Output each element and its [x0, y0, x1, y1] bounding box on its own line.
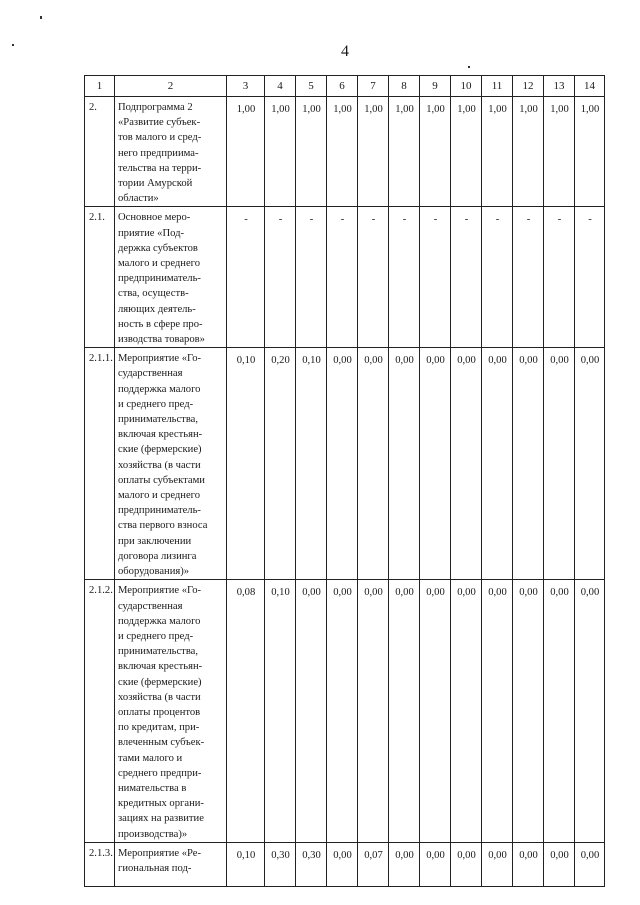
- row-value: 0,00: [482, 842, 513, 886]
- row-value: 0,00: [575, 348, 605, 580]
- row-value: 0,00: [451, 580, 482, 842]
- row-value: 0,00: [544, 580, 575, 842]
- row-value: -: [358, 207, 389, 348]
- row-value: 1,00: [420, 97, 451, 207]
- row-value: 0,00: [513, 842, 544, 886]
- row-value: 0,00: [451, 842, 482, 886]
- row-number: 2.1.3.: [85, 842, 115, 886]
- table-row: [85, 580, 605, 842]
- row-value: -: [265, 207, 296, 348]
- row-value: 0,00: [451, 348, 482, 580]
- table-row: [85, 348, 605, 580]
- row-value: 0,20: [265, 348, 296, 580]
- row-value: -: [227, 207, 265, 348]
- row-value: 1,00: [575, 97, 605, 207]
- row-value: 0,00: [575, 580, 605, 842]
- scan-speck: [40, 16, 42, 19]
- row-value: -: [296, 207, 327, 348]
- row-value: 1,00: [482, 97, 513, 207]
- row-number: 2.1.1.: [85, 348, 115, 580]
- row-name: Мероприятие «Ре- гиональная под-: [115, 842, 227, 886]
- column-header: 9: [420, 76, 451, 97]
- row-value: 0,00: [544, 842, 575, 886]
- row-value: 0,00: [327, 580, 358, 842]
- row-number: 2.1.: [85, 207, 115, 348]
- row-value: 0,00: [327, 348, 358, 580]
- column-header: 5: [296, 76, 327, 97]
- row-name: Мероприятие «Го- сударственная поддержка малого и среднего пред- принимательства, включая крестьян- ские (фермерские) хозяйства (в части оплаты субъектами малого и среднего предприниматель- ства первого взноса при заключении договора лизинга оборудования)»: [115, 348, 227, 580]
- column-header: 7: [358, 76, 389, 97]
- row-value: 0,00: [389, 348, 420, 580]
- row-value: 1,00: [327, 97, 358, 207]
- row-value: 0,00: [358, 348, 389, 580]
- row-value: 0,00: [420, 842, 451, 886]
- row-value: 1,00: [451, 97, 482, 207]
- column-header: 6: [327, 76, 358, 97]
- table-header-row: [85, 76, 605, 97]
- row-name: Мероприятие «Го- сударственная поддержка малого и среднего пред- принимательства, включая крестьян- ские (фермерские) хозяйства (в части оплаты процентов по кредитам, при- влеченным субъек- тами малого и среднего предпри- нимательства в кредитных органи- зациях на развитие производства)»: [115, 580, 227, 842]
- row-value: 1,00: [513, 97, 544, 207]
- row-value: 0,00: [575, 842, 605, 886]
- row-value: 0,08: [227, 580, 265, 842]
- row-value: -: [451, 207, 482, 348]
- row-value: 0,10: [227, 842, 265, 886]
- column-header: 1: [85, 76, 115, 97]
- column-header: 14: [575, 76, 605, 97]
- row-value: 0,00: [420, 348, 451, 580]
- row-value: -: [513, 207, 544, 348]
- row-value: 1,00: [227, 97, 265, 207]
- column-header: 11: [482, 76, 513, 97]
- scan-speck: [12, 44, 14, 46]
- row-value: -: [420, 207, 451, 348]
- row-value: 0,00: [544, 348, 575, 580]
- row-value: 0,30: [296, 842, 327, 886]
- row-value: -: [482, 207, 513, 348]
- row-value: 1,00: [296, 97, 327, 207]
- table-row: [85, 97, 605, 207]
- column-header: 12: [513, 76, 544, 97]
- row-number: 2.1.2.: [85, 580, 115, 842]
- column-header: 10: [451, 76, 482, 97]
- column-header: 13: [544, 76, 575, 97]
- row-value: 1,00: [389, 97, 420, 207]
- row-number: 2.: [85, 97, 115, 207]
- row-value: 0,00: [420, 580, 451, 842]
- row-value: 0,10: [227, 348, 265, 580]
- row-value: 1,00: [265, 97, 296, 207]
- row-value: -: [575, 207, 605, 348]
- column-header: 8: [389, 76, 420, 97]
- column-header: 2: [115, 76, 227, 97]
- table-row: [85, 842, 605, 886]
- row-value: 0,07: [358, 842, 389, 886]
- row-value: 0,00: [389, 580, 420, 842]
- row-value: 0,00: [482, 580, 513, 842]
- table-row: [85, 207, 605, 348]
- row-value: 0,00: [358, 580, 389, 842]
- page-number: 4: [341, 43, 349, 60]
- row-value: 0,00: [327, 842, 358, 886]
- scan-speck: [468, 66, 470, 68]
- row-value: 0,00: [513, 580, 544, 842]
- row-value: 0,00: [389, 842, 420, 886]
- indicator-table: [84, 75, 605, 887]
- column-header: 3: [227, 76, 265, 97]
- row-value: 1,00: [358, 97, 389, 207]
- row-value: -: [389, 207, 420, 348]
- row-value: 0,10: [265, 580, 296, 842]
- row-value: 0,00: [513, 348, 544, 580]
- row-value: -: [544, 207, 575, 348]
- row-value: -: [327, 207, 358, 348]
- row-value: 0,10: [296, 348, 327, 580]
- row-name: Подпрограмма 2 «Развитие субъек- тов малого и сред- него предприима- тельства на терри- тории Амурской области»: [115, 97, 227, 207]
- row-value: 1,00: [544, 97, 575, 207]
- row-value: 0,30: [265, 842, 296, 886]
- row-value: 0,00: [296, 580, 327, 842]
- row-value: 0,00: [482, 348, 513, 580]
- row-name: Основное меро- приятие «Под- держка субъектов малого и среднего предприниматель- ства, осуществ- ляющих деятель- ность в сфере про- изводства товаров»: [115, 207, 227, 348]
- column-header: 4: [265, 76, 296, 97]
